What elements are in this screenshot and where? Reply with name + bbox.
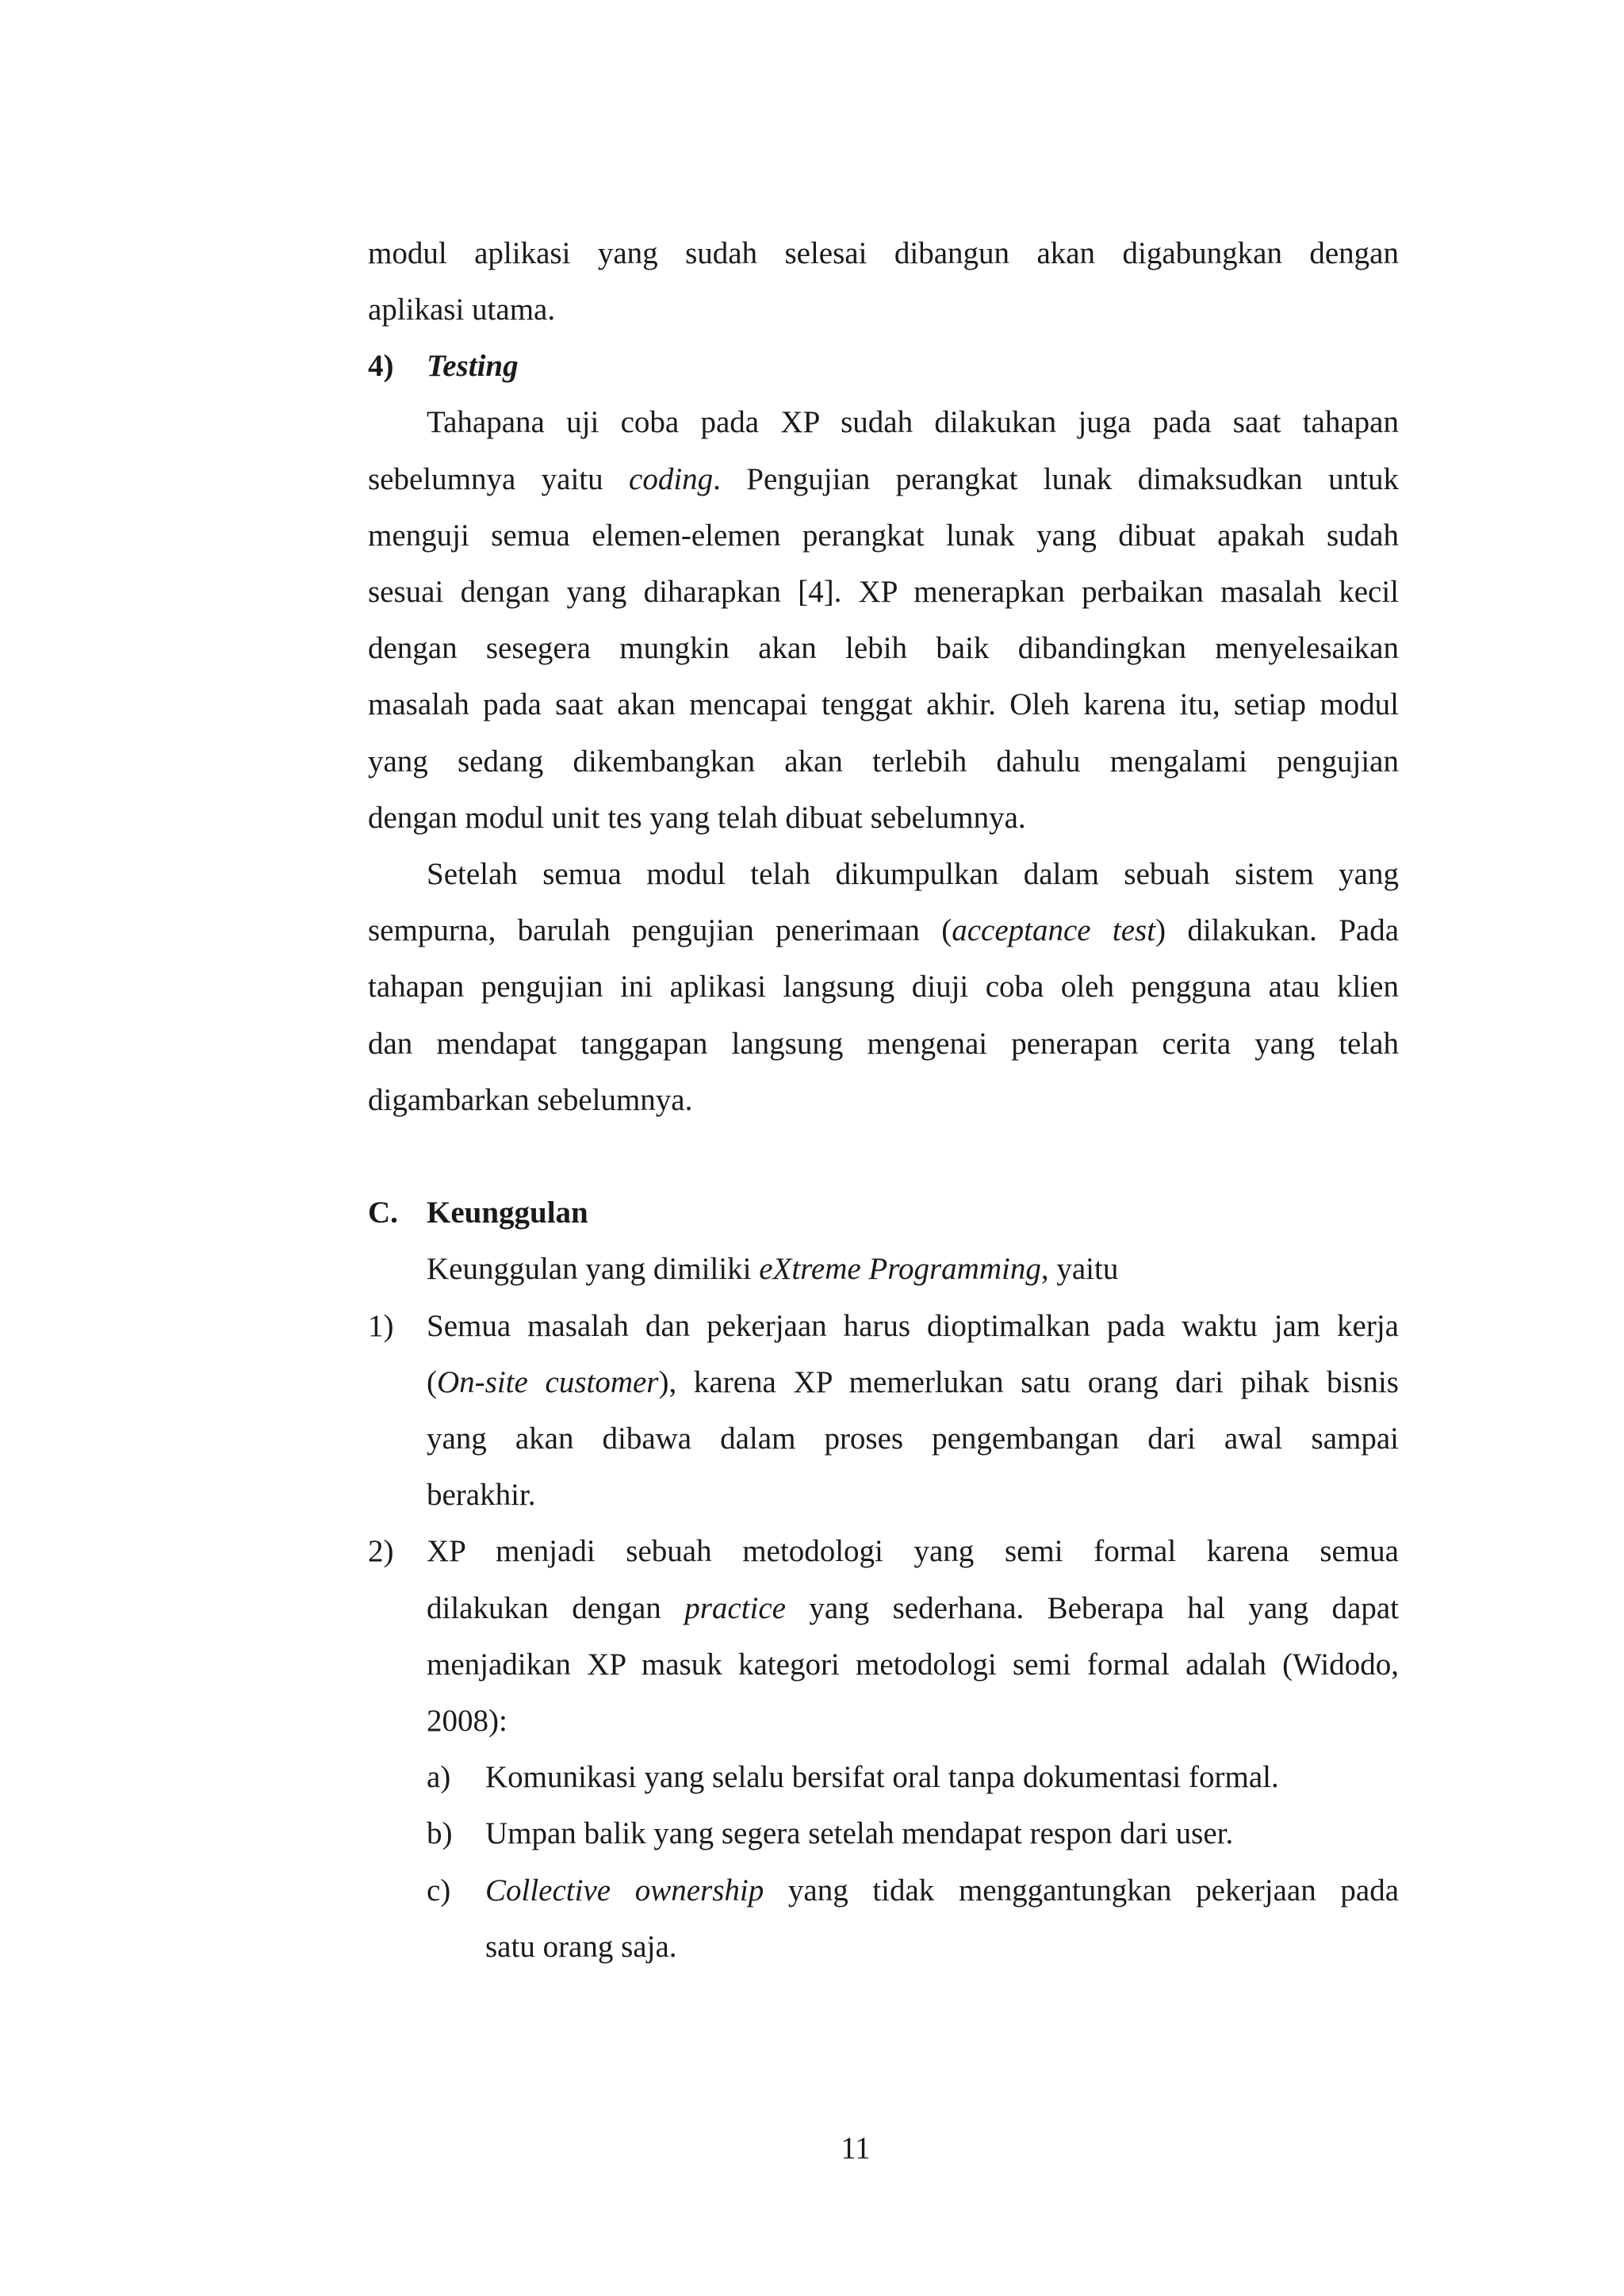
list-item-line: (On-site customer), karena XP memerlukan satu orang dari pihak bisnis (427, 1365, 1399, 1399)
list-item-line: Semua masalah dan pekerjaan harus dioptimalkan pada waktu jam kerja (427, 1309, 1399, 1343)
section-heading: Keunggulan (427, 1196, 588, 1230)
sublist-item: Collective ownership yang tidak menggantungkan pekerjaan pada (485, 1873, 1400, 1908)
body-text-line: sebelumnya yaitu coding. Pengujian perangkat lunak dimaksudkan untuk (368, 462, 1399, 496)
sublist-marker: a) (427, 1760, 451, 1794)
body-text-line: dan mendapat tanggapan langsung mengenai penerapan cerita yang telah (368, 1027, 1399, 1061)
list-item-line: berakhir. (427, 1478, 536, 1512)
body-text-line: aplikasi utama. (368, 293, 556, 327)
sublist-item: Komunikasi yang selalu bersifat oral tanpa dokumentasi formal. (485, 1760, 1279, 1794)
body-text-line: menguji semua elemen-elemen perangkat lunak yang dibuat apakah sudah (368, 519, 1399, 553)
list-marker: 2) (368, 1534, 394, 1568)
body-text-line: sempurna, barulah pengujian penerimaan (acceptance test) dilakukan. Pada (368, 913, 1400, 947)
body-text-line: tahapan pengujian ini aplikasi langsung diuji coba oleh pengguna atau klien (368, 970, 1399, 1004)
list-item-line: yang akan dibawa dalam proses pengembangan dari awal sampai (427, 1422, 1399, 1456)
subsection-heading: Testing (427, 349, 519, 383)
body-text-line: Setelah semua modul telah dikumpulkan dalam sebuah sistem yang (427, 857, 1399, 891)
page-number: 11 (841, 2131, 871, 2165)
body-text-line: modul aplikasi yang sudah selesai dibangun akan digabungkan dengan (368, 236, 1399, 270)
subsection-number: 4) (368, 349, 394, 383)
body-text-line: yang sedang dikembangkan akan terlebih dahulu mengalami pengujian (368, 744, 1399, 779)
sublist-item: satu orang saja. (485, 1930, 677, 1964)
list-item-line: dilakukan dengan practice yang sederhana. Beberapa hal yang dapat (427, 1591, 1399, 1625)
section-letter: C. (368, 1196, 398, 1230)
body-text-line: dengan modul unit tes yang telah dibuat sebelumnya. (368, 801, 1026, 835)
list-item-line: 2008): (427, 1704, 508, 1738)
body-text-line: dengan sesegera mungkin akan lebih baik dibandingkan menyelesaikan (368, 631, 1399, 665)
body-text-line: Tahapana uji coba pada XP sudah dilakukan juga pada saat tahapan (427, 405, 1399, 439)
body-text-line: masalah pada saat akan mencapai tenggat akhir. Oleh karena itu, setiap modul (368, 687, 1399, 721)
list-item-line: XP menjadi sebuah metodologi yang semi formal karena semua (427, 1534, 1399, 1568)
body-text-line: sesuai dengan yang diharapkan [4]. XP menerapkan perbaikan masalah kecil (368, 575, 1399, 609)
sublist-marker: b) (427, 1816, 453, 1850)
list-item-line: menjadikan XP masuk kategori metodologi semi formal adalah (Widodo, (427, 1647, 1399, 1682)
sublist-marker: c) (427, 1873, 451, 1908)
list-marker: 1) (368, 1309, 394, 1343)
sublist-item: Umpan balik yang segera setelah mendapat respon dari user. (485, 1816, 1234, 1850)
body-text-line: Keunggulan yang dimiliki eXtreme Programming, yaitu (427, 1252, 1119, 1286)
body-text-line: digambarkan sebelumnya. (368, 1083, 693, 1117)
